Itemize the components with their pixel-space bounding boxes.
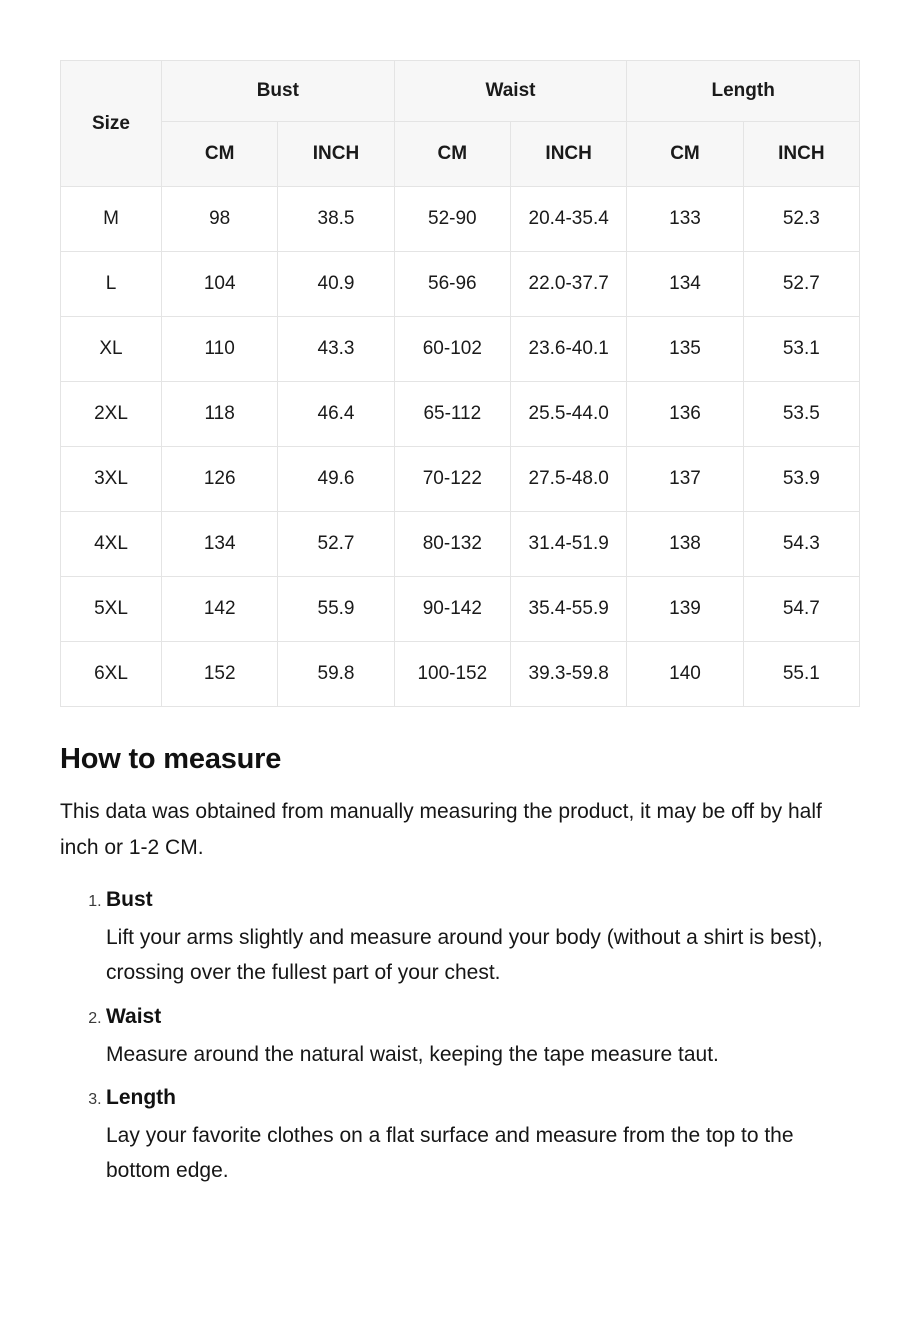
column-header-waist-inch: INCH [510, 122, 626, 187]
table-row [61, 252, 860, 317]
column-header-length-inch: INCH [743, 122, 859, 187]
cell-size: 4XL [61, 512, 162, 577]
cell-bust-inch: 52.7 [278, 512, 394, 577]
cell-bust-cm: 104 [162, 252, 278, 317]
table-header-row-groups [61, 61, 860, 122]
column-header-waist-cm: CM [394, 122, 510, 187]
cell-waist-cm: 90-142 [394, 577, 510, 642]
cell-waist-cm: 100-152 [394, 642, 510, 707]
table-row [61, 577, 860, 642]
cell-length-inch: 54.3 [743, 512, 859, 577]
table-body [61, 187, 860, 707]
cell-waist-inch: 23.6-40.1 [510, 317, 626, 382]
page-title: How to measure [60, 743, 282, 775]
measure-steps-list [60, 888, 860, 1188]
cell-length-inch: 55.1 [743, 642, 859, 707]
column-header-bust-cm: CM [162, 122, 278, 187]
cell-bust-cm: 98 [162, 187, 278, 252]
cell-waist-inch: 22.0-37.7 [510, 252, 626, 317]
cell-bust-inch: 40.9 [278, 252, 394, 317]
list-item [106, 1005, 860, 1072]
cell-length-cm: 138 [627, 512, 743, 577]
list-item [106, 1086, 860, 1189]
table-row [61, 447, 860, 512]
cell-length-cm: 133 [627, 187, 743, 252]
step-title-waist: 2. Waist [106, 1004, 162, 1028]
cell-length-inch: 54.7 [743, 577, 859, 642]
cell-waist-cm: 65-112 [394, 382, 510, 447]
cell-length-inch: 52.7 [743, 252, 859, 317]
cell-length-cm: 136 [627, 382, 743, 447]
cell-waist-cm: 80-132 [394, 512, 510, 577]
list-item [106, 888, 860, 991]
cell-length-cm: 137 [627, 447, 743, 512]
cell-length-inch: 53.5 [743, 382, 859, 447]
cell-size: M [61, 187, 162, 252]
column-group-waist: Waist [394, 61, 627, 122]
column-group-length: Length [627, 61, 860, 122]
intro-text: This data was obtained from manually measuring the product, it may be off by half inch or 1-2 CM. [60, 800, 822, 860]
cell-waist-inch: 20.4-35.4 [510, 187, 626, 252]
cell-length-cm: 139 [627, 577, 743, 642]
table-row [61, 187, 860, 252]
cell-length-inch: 53.9 [743, 447, 859, 512]
cell-bust-cm: 110 [162, 317, 278, 382]
column-group-bust: Bust [162, 61, 395, 122]
cell-waist-inch: 31.4-51.9 [510, 512, 626, 577]
cell-length-cm: 135 [627, 317, 743, 382]
cell-waist-cm: 56-96 [394, 252, 510, 317]
cell-bust-inch: 55.9 [278, 577, 394, 642]
cell-waist-cm: 52-90 [394, 187, 510, 252]
step-title-length: 3. Length [106, 1086, 176, 1110]
cell-waist-inch: 25.5-44.0 [510, 382, 626, 447]
cell-size: 6XL [61, 642, 162, 707]
cell-size: 3XL [61, 447, 162, 512]
cell-waist-inch: 35.4-55.9 [510, 577, 626, 642]
cell-waist-cm: 60-102 [394, 317, 510, 382]
step-body-length: Lay your favorite clothes on a flat surface and measure from the top to the bottom edge. [106, 1124, 794, 1183]
table-row [61, 382, 860, 447]
cell-size: XL [61, 317, 162, 382]
cell-size: 2XL [61, 382, 162, 447]
step-body-bust: Lift your arms slightly and measure around your body (without a shirt is best), crossing over the fullest part of your chest. [106, 926, 823, 985]
cell-waist-cm: 70-122 [394, 447, 510, 512]
cell-bust-cm: 126 [162, 447, 278, 512]
step-title-bust: 1. Bust [106, 888, 153, 912]
cell-waist-inch: 39.3-59.8 [510, 642, 626, 707]
cell-bust-cm: 142 [162, 577, 278, 642]
table-header [61, 61, 860, 187]
cell-bust-cm: 118 [162, 382, 278, 447]
cell-length-cm: 134 [627, 252, 743, 317]
cell-size: L [61, 252, 162, 317]
cell-bust-cm: 152 [162, 642, 278, 707]
cell-bust-cm: 134 [162, 512, 278, 577]
table-row [61, 512, 860, 577]
table-row [61, 317, 860, 382]
cell-waist-inch: 27.5-48.0 [510, 447, 626, 512]
cell-length-cm: 140 [627, 642, 743, 707]
column-header-bust-inch: INCH [278, 122, 394, 187]
column-header-size: Size [61, 61, 162, 187]
cell-bust-inch: 49.6 [278, 447, 394, 512]
step-body-waist: Measure around the natural waist, keeping the tape measure taut. [106, 1042, 719, 1066]
cell-bust-inch: 38.5 [278, 187, 394, 252]
cell-bust-inch: 46.4 [278, 382, 394, 447]
cell-length-inch: 52.3 [743, 187, 859, 252]
cell-length-inch: 53.1 [743, 317, 859, 382]
cell-bust-inch: 59.8 [278, 642, 394, 707]
size-chart-table [60, 60, 860, 707]
column-header-length-cm: CM [627, 122, 743, 187]
cell-size: 5XL [61, 577, 162, 642]
cell-bust-inch: 43.3 [278, 317, 394, 382]
table-row [61, 642, 860, 707]
table-header-row-units [61, 122, 860, 187]
